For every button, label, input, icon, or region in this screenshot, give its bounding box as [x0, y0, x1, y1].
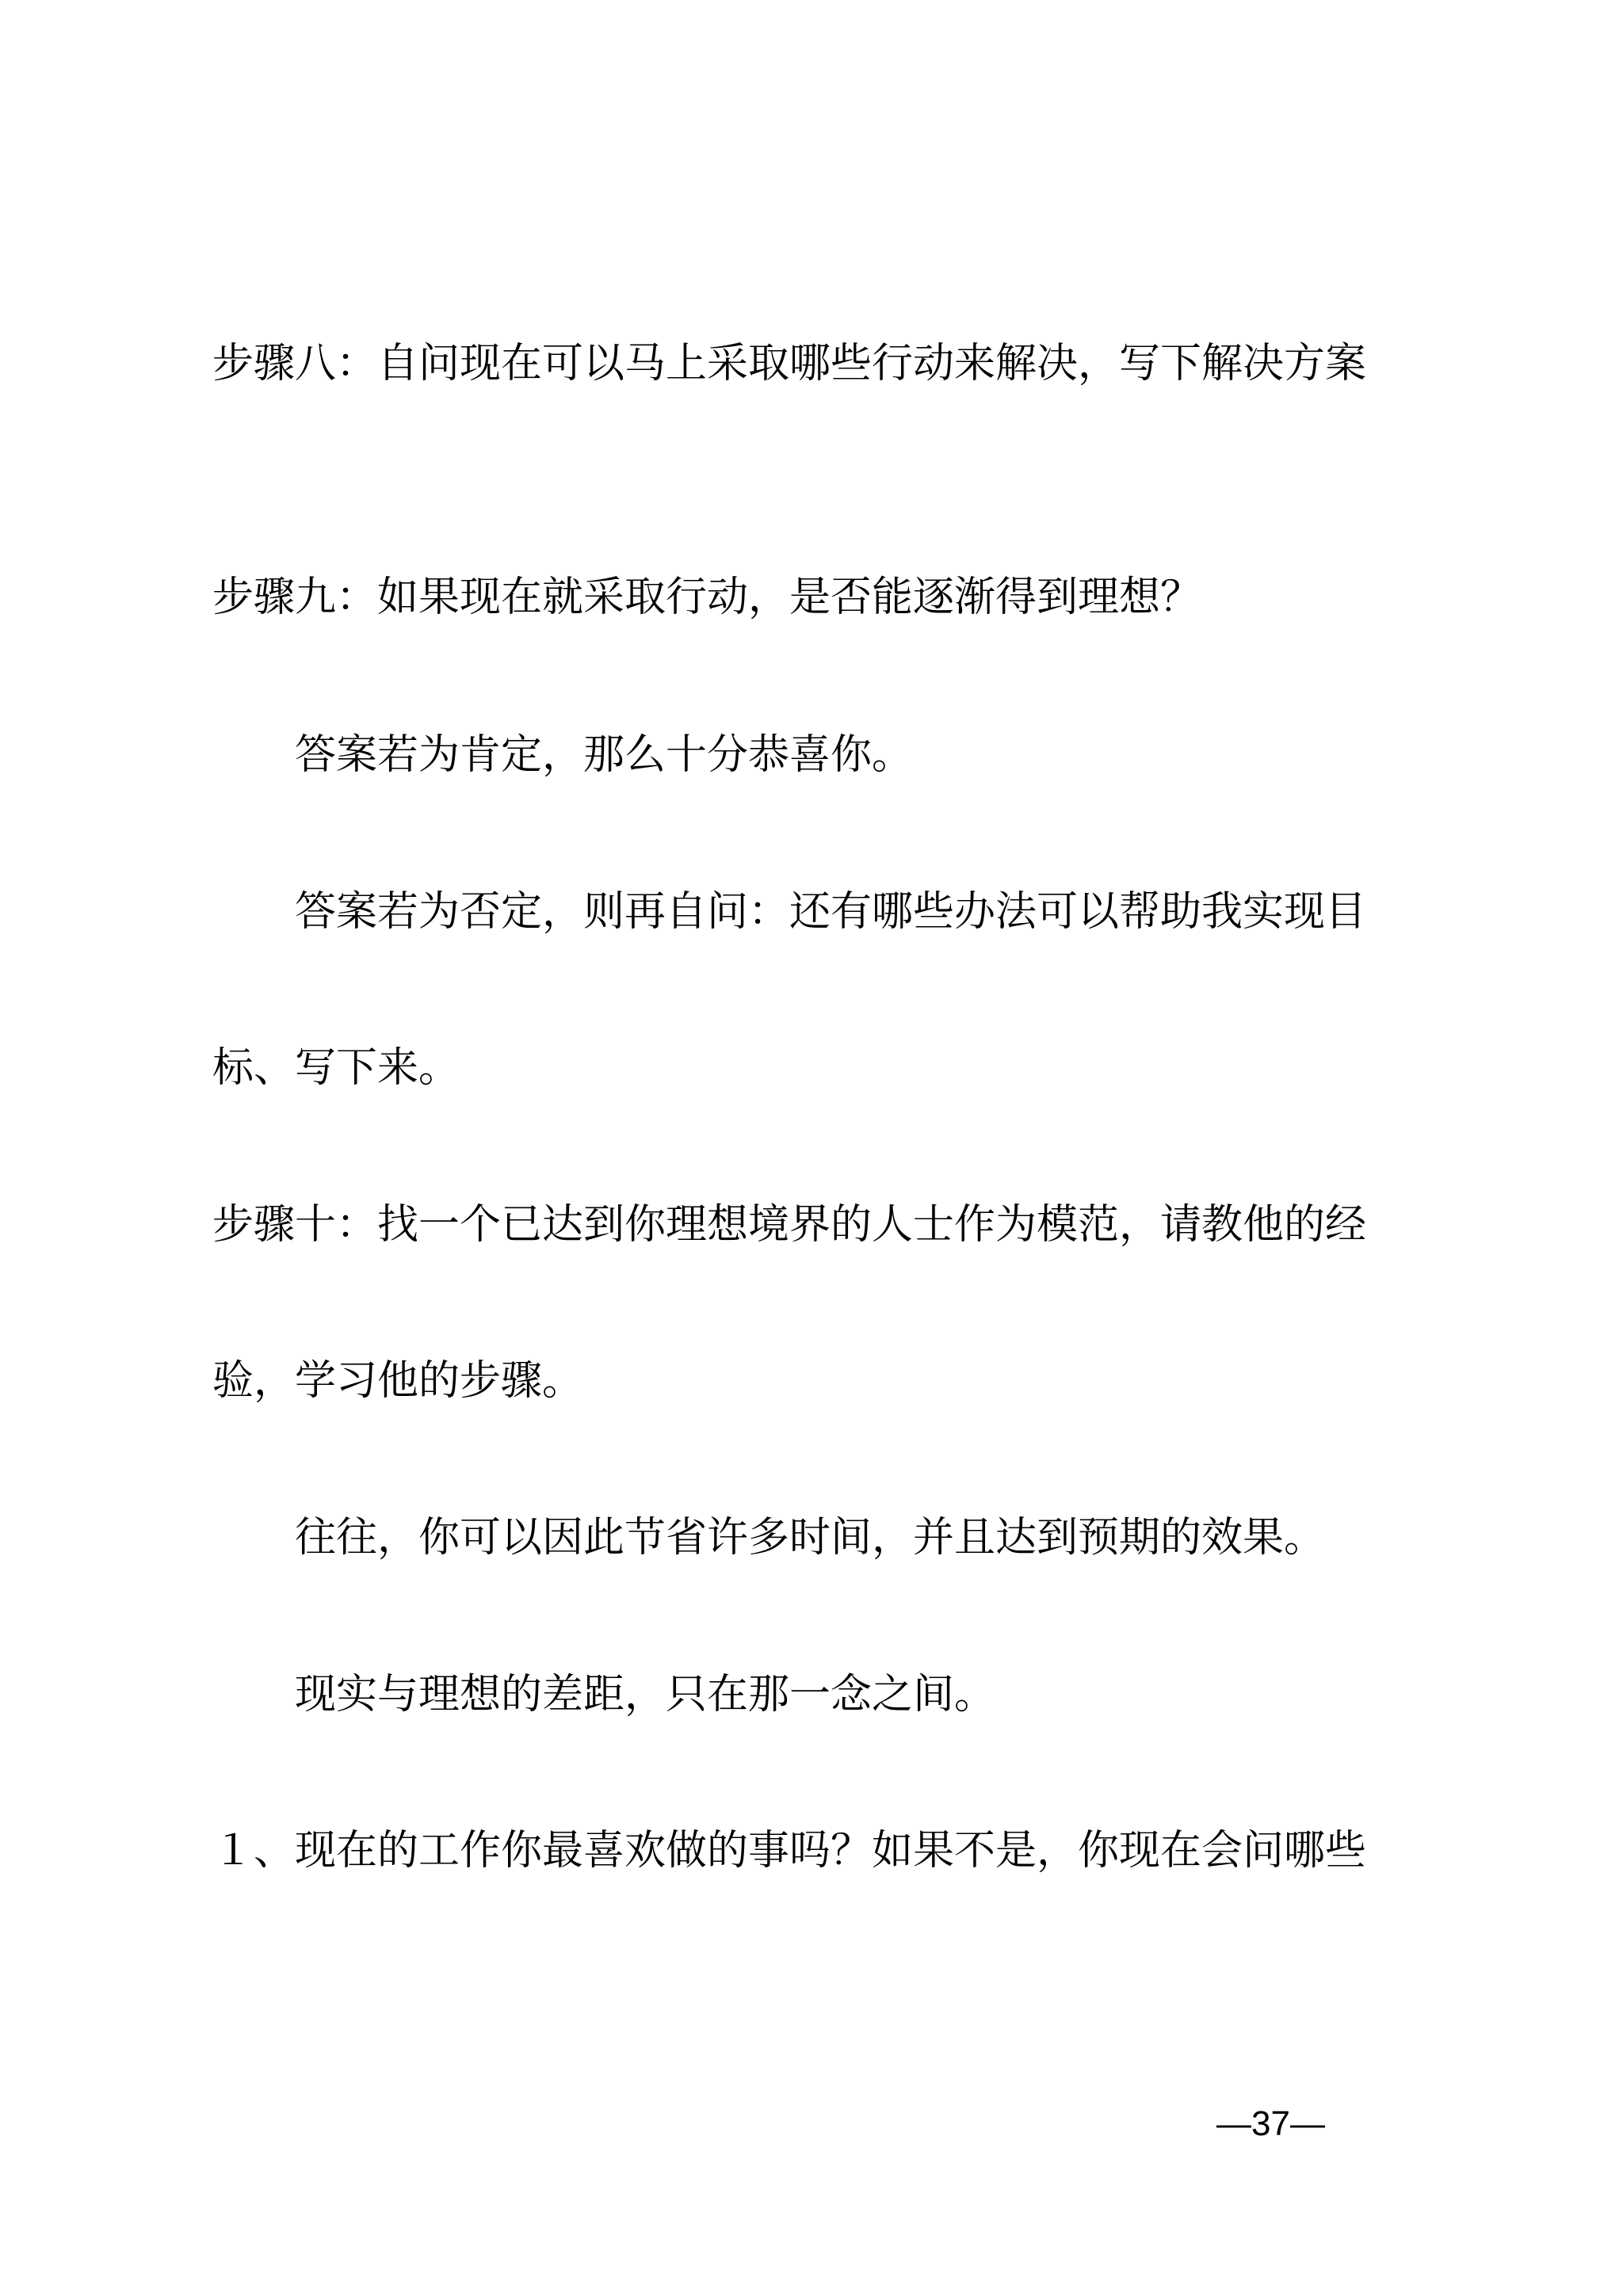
question-1-line: １、现在的工作你最喜欢做的事吗？如果不是，你现在会问哪些 [212, 1827, 1367, 1875]
paragraph-save-time: 往往，你可以因此节省许多时间，并且达到预期的效果。 [295, 1514, 1326, 1562]
step-10-line: 步骤十：找一个已达到你理想境界的人士作为模范，请教他的经 [212, 1201, 1367, 1249]
step-9-line: 步骤九：如果现在就采取行动，是否能逐渐得到理想？ [212, 574, 1202, 621]
step-10-continuation: 验，学习他的步骤。 [212, 1357, 584, 1405]
page-number: —37— [1216, 2104, 1325, 2143]
answer-negative-continuation: 标、写下来。 [212, 1044, 460, 1092]
answer-positive-line: 答案若为肯定，那么十分恭喜你。 [295, 731, 914, 779]
paragraph-gap: 现实与理想的差距，只在那一念之间。 [295, 1671, 996, 1718]
answer-negative-line: 答案若为否定，则再自问：还有哪些办法可以帮助我实现目 [295, 888, 1367, 936]
step-8-line: 步骤八：自问现在可以马上采取哪些行动来解决，写下解决方案 [212, 340, 1367, 387]
